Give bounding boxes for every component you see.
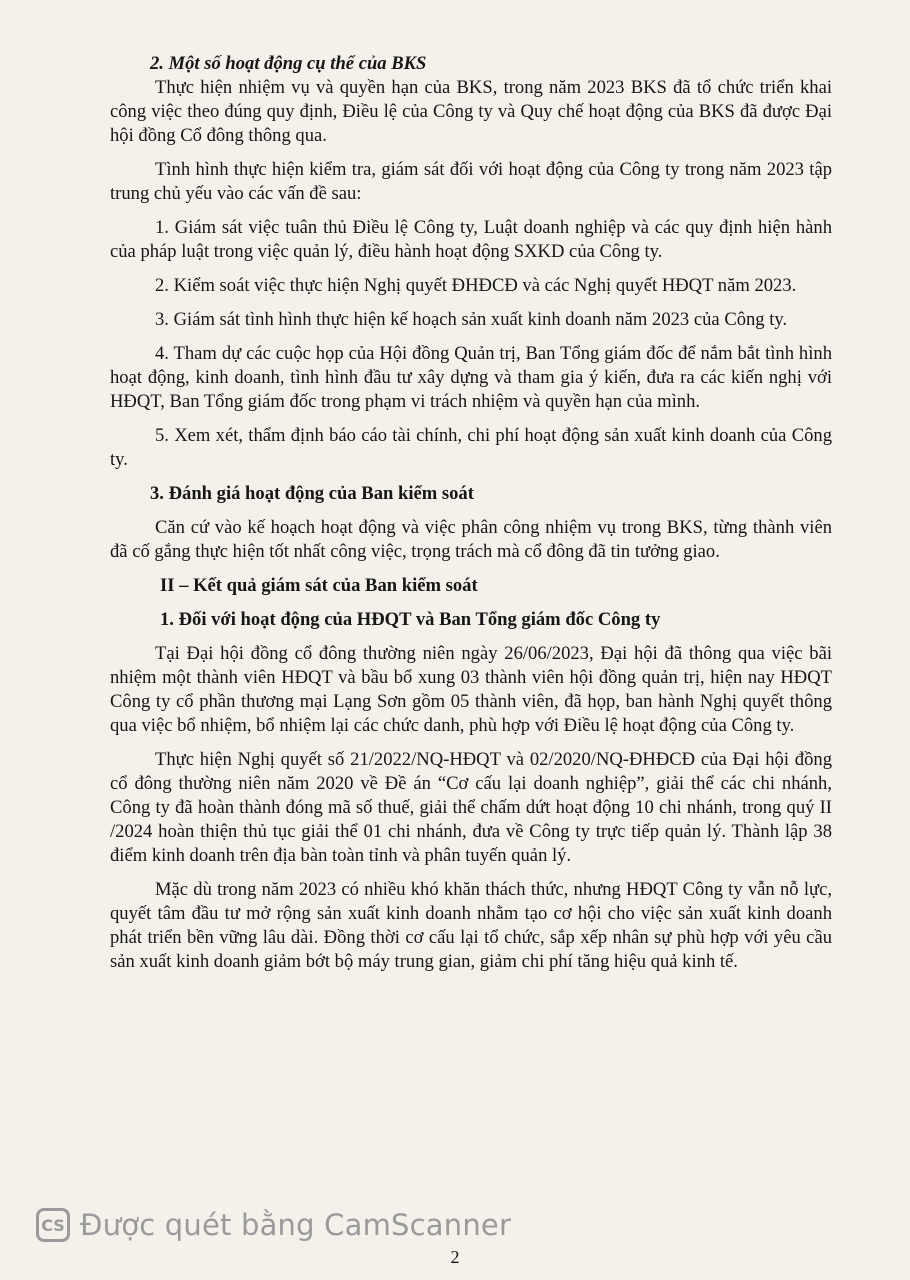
- camscanner-logo-icon: CS: [36, 1208, 70, 1242]
- subsection-heading-board: 1. Đối với hoạt động của HĐQT và Ban Tổng giám đốc Công ty: [160, 609, 661, 630]
- list-item: 4. Tham dự các cuộc họp của Hội đồng Quản trị, Ban Tổng giám đốc để nắm bắt tình hình hoạt động, kinh doanh, tình hình đầu tư xây dựng và tham gia ý kiến, đưa ra các kiến nghị với HĐQT, Ban Tổng giám đốc trong phạm vi trách nhiệm và quyền hạn của mình.: [110, 343, 832, 412]
- section-heading-results: II – Kết quả giám sát của Ban kiểm soát: [160, 575, 478, 596]
- camscanner-watermark: [36, 1208, 511, 1242]
- paragraph: Tình hình thực hiện kiểm tra, giám sát đối với hoạt động của Công ty trong năm 2023 tập trung chủ yếu vào các vấn đề sau:: [110, 159, 832, 204]
- paragraph: Mặc dù trong năm 2023 có nhiều khó khăn thách thức, nhưng HĐQT Công ty vẫn nỗ lực, quyết tâm đầu tư mở rộng sản xuất kinh doanh nhằm tạo cơ hội cho việc sản xuất kinh doanh phát triển bền vững lâu dài. Đồng thời cơ cấu lại tổ chức, sắp xếp nhân sự phù hợp với yêu cầu sản xuất kinh doanh giảm bớt bộ máy trung gian, giảm chi phí tăng hiệu quả kinh tế.: [110, 879, 832, 972]
- paragraph: Tại Đại hội đồng cổ đông thường niên ngày 26/06/2023, Đại hội đã thông qua việc bãi nhiệm một thành viên HĐQT và bầu bổ xung 03 thành viên hội đồng quản trị, hiện nay HĐQT Công ty cổ phần thương mại Lạng Sơn gồm 05 thành viên, đã họp, ban hành Nghị quyết thông qua việc bổ nhiệm, bổ nhiệm lại các chức danh, phù hợp với Điều lệ hoạt động của Công ty.: [110, 643, 832, 736]
- section-heading-activities: 2. Một số hoạt động cụ thể của BKS: [150, 53, 427, 74]
- section-heading-evaluation: 3. Đánh giá hoạt động của Ban kiểm soát: [150, 483, 474, 504]
- list-item: 5. Xem xét, thẩm định báo cáo tài chính, chi phí hoạt động sản xuất kinh doanh của Công ty.: [110, 425, 832, 470]
- paragraph: Thực hiện Nghị quyết số 21/2022/NQ-HĐQT và 02/2020/NQ-ĐHĐCĐ của Đại hội đồng cổ đông thường niên năm 2020 về Đề án “Cơ cấu lại doanh nghiệp”, giải thể các chi nhánh, Công ty đã hoàn thành đóng mã số thuế, giải thể chấm dứt hoạt động 10 chi nhánh, trong quý II /2024 hoàn thiện thủ tục giải thể 01 chi nhánh, đưa về Công ty trực tiếp quản lý. Thành lập 38 điểm kinh doanh trên địa bàn toàn tỉnh và phân tuyến quản lý.: [110, 749, 832, 866]
- page-number: 2: [450, 1247, 460, 1267]
- paragraph: Thực hiện nhiệm vụ và quyền hạn của BKS, trong năm 2023 BKS đã tổ chức triển khai công việc theo đúng quy định, Điều lệ của Công ty và Quy chế hoạt động của BKS đã được Đại hội đồng Cổ đông thông qua.: [110, 77, 832, 146]
- list-item: 1. Giám sát việc tuân thủ Điều lệ Công ty, Luật doanh nghiệp và các quy định hiện hành của pháp luật trong việc quản lý, điều hành hoạt động SXKD của Công ty.: [110, 217, 832, 262]
- list-item: 2. Kiểm soát việc thực hiện Nghị quyết ĐHĐCĐ và các Nghị quyết HĐQT năm 2023.: [155, 275, 797, 296]
- paragraph: Căn cứ vào kế hoạch hoạt động và việc phân công nhiệm vụ trong BKS, từng thành viên đã cố gắng thực hiện tốt nhất công việc, trọng trách mà cổ đông đã tin tưởng giao.: [110, 517, 832, 562]
- document-body: [110, 52, 832, 974]
- list-item: 3. Giám sát tình hình thực hiện kế hoạch sản xuất kinh doanh năm 2023 của Công ty.: [155, 309, 788, 330]
- watermark-text: Được quét bằng CamScanner: [80, 1208, 512, 1242]
